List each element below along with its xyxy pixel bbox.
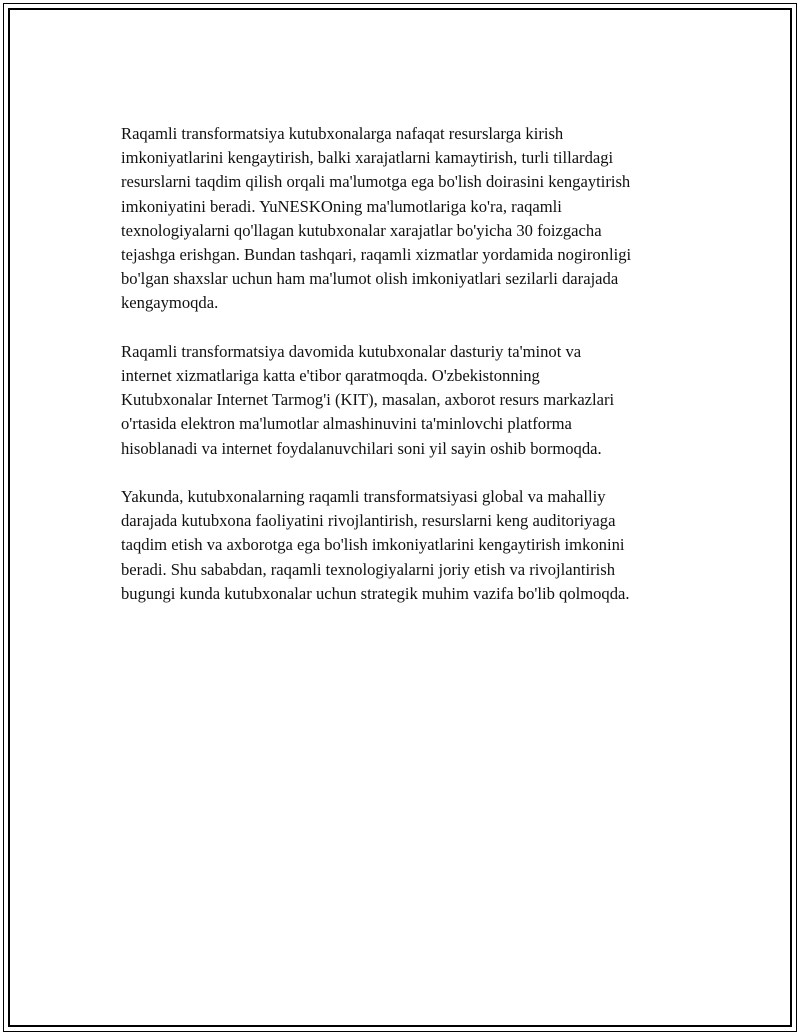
paragraph-1: Raqamli transformatsiya kutubxonalarga nafaqat resurslarga kirish imkoniyatlarini kengaytirish, balki xarajatlarni kamaytirish, turli tillardagi resurslarni taqdim qilish orqali ma'lumotga ega bo'lish doirasini kengaytirish imkoniyatini beradi. YuNESKOning ma'lumotlariga ko'ra, raqamli texnologiyalarni qo'llagan kutubxonalar xarajatlar bo'yicha 30 foizgacha tejashga erishgan. Bundan tashqari, raqamli xizmatlar yordamida nogironligi bo'lgan shaxslar uchun ham ma'lumot olish imkoniyatlari sezilarli darajada kengaymoqda. <box>121 124 632 313</box>
paragraph-3: Yakunda, kutubxonalarning raqamli transformatsiyasi global va mahalliy darajada kutubxona faoliyatini rivojlantirish, resurslarni keng auditoriyaga taqdim etish va axborotga ega bo'lish imkoniyatlarini kengaytirish imkonini beradi. Shu sababdan, raqamli texnologiyalarni joriy etish va rivojlantirish bugungi kunda kutubxonalar uchun strategik muhim vazifa bo'lib qolmoqda. <box>121 487 630 603</box>
paragraph-2: Raqamli transformatsiya davomida kutubxonalar dasturiy ta'minot va internet xizmatlariga katta e'tibor qaratmoqda. O'zbekistonning Kutubxonalar Internet Tarmog'i (KIT), masalan, axborot resurs markazlari o'rtasida elektron ma'lumotlar almashinuvini ta'minlovchi platforma hisoblanadi va internet foydalanuvchilari soni yil sayin oshib bormoqda. <box>121 341 615 458</box>
document-page <box>3 3 797 1032</box>
document-body <box>121 122 711 630</box>
